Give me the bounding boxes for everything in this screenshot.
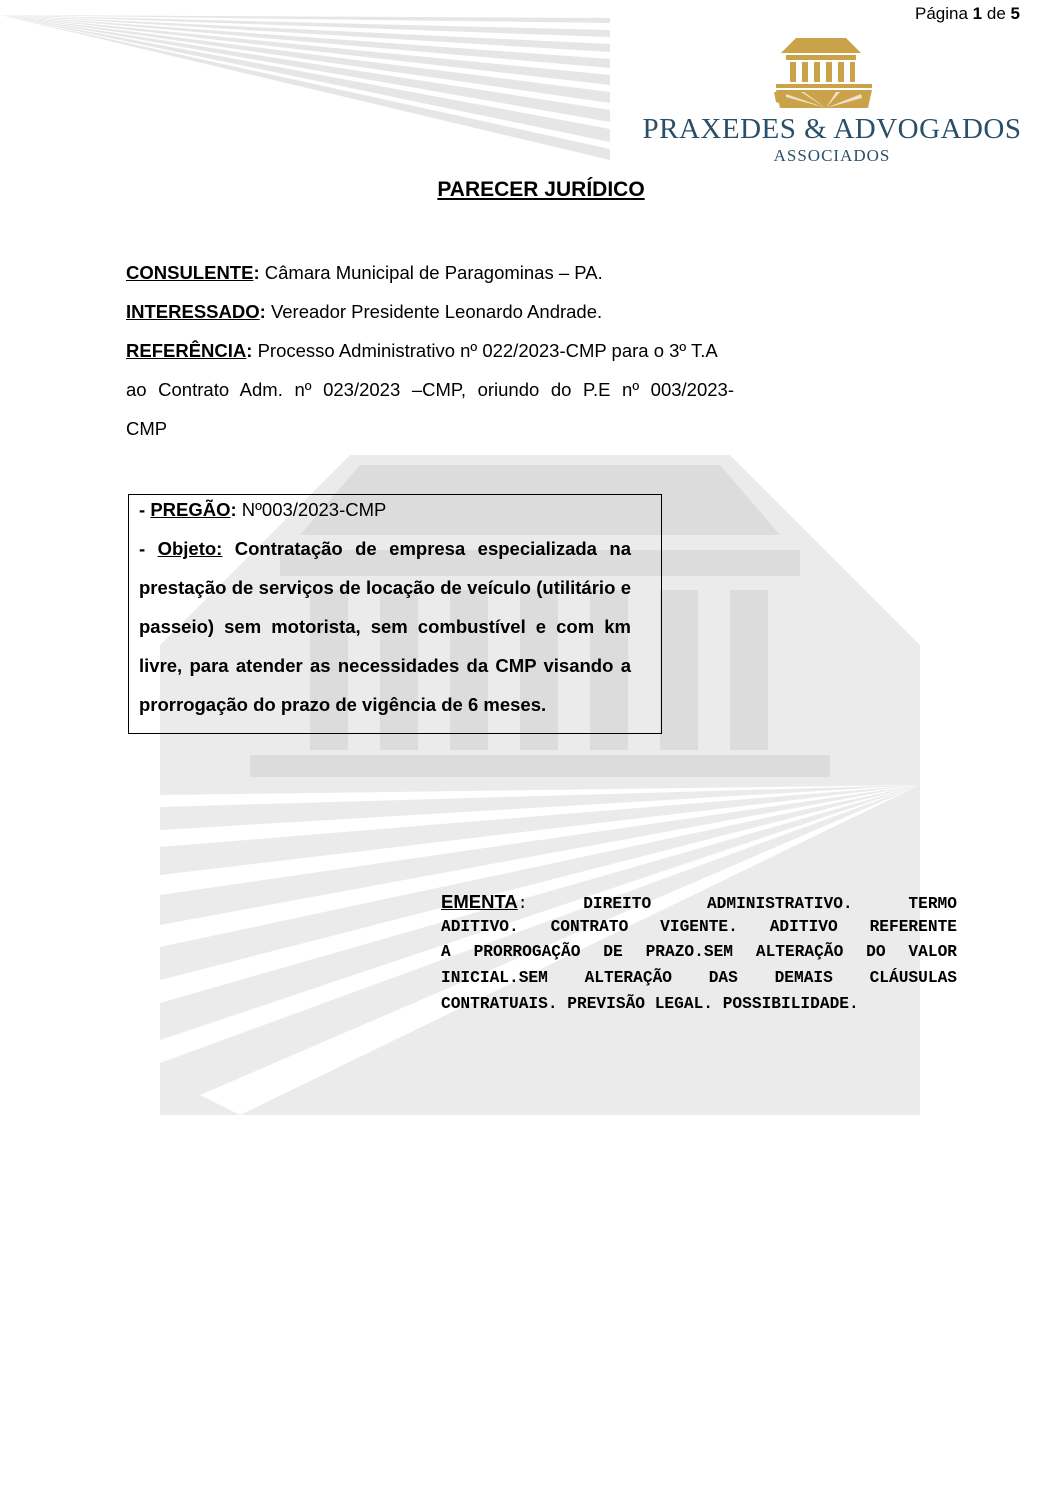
objeto-line-2: prestação de serviços de locação de veículo (utilitário e xyxy=(139,577,631,598)
ementa-label: EMENTA xyxy=(441,891,518,912)
pregao-box xyxy=(128,494,662,734)
objeto-prefix: - xyxy=(139,538,158,559)
consulente-value: Câmara Municipal de Paragominas – PA. xyxy=(259,262,603,283)
interessado-line: INTERESSADO: Vereador Presidente Leonardo Andrade. xyxy=(126,301,603,322)
pregao-line: - PREGÃO: Nº003/2023-CMP xyxy=(139,499,387,520)
referencia-line-3: CMP xyxy=(126,418,168,439)
header-rays-decoration xyxy=(0,0,620,165)
objeto-line-1 xyxy=(139,538,631,560)
logo-subtitle: ASSOCIADOS xyxy=(773,146,891,165)
objeto-line-3: passeio) sem motorista, sem combustível e com km xyxy=(139,616,631,637)
consulente-label: CONSULENTE xyxy=(126,262,254,283)
interessado-label: INTERESSADO xyxy=(126,301,260,322)
pregao-label: PREGÃO xyxy=(150,499,231,520)
referencia-line-2: ao Contrato Adm. nº 023/2023 –CMP, oriundo do P.E nº 003/2023- xyxy=(126,379,734,400)
ementa-line-1: EMENTA: DIREITO ADMINISTRATIVO. TERMO xyxy=(441,891,957,913)
objeto-label: Objeto: xyxy=(157,538,223,559)
referencia-line-1: REFERÊNCIA: Processo Administrativo nº 022/2023-CMP para o 3º T.A xyxy=(126,340,718,361)
page-total: 5 xyxy=(1010,4,1020,23)
consulente-line: CONSULENTE: Câmara Municipal de Paragominas – PA. xyxy=(126,262,603,283)
ementa-line-2: ADITIVO. CONTRATO VIGENTE. ADITIVO REFERENTE xyxy=(441,918,957,936)
page-of: de xyxy=(986,4,1006,23)
pregao-prefix: - xyxy=(139,499,151,520)
ementa-block xyxy=(441,891,957,1021)
page-current: 1 xyxy=(972,4,983,23)
document-title: PARECER JURÍDICO xyxy=(437,178,645,201)
interessado-value: Vereador Presidente Leonardo Andrade. xyxy=(265,301,603,322)
objeto-line-4: livre, para atender as necessidades da CMP visando a xyxy=(139,655,631,676)
ementa-line-3: A PRORROGAÇÃO DE PRAZO.SEM ALTERAÇÃO DO VALOR xyxy=(441,943,957,961)
referencia-value-1: Processo Administrativo nº 022/2023-CMP para o 3º T.A xyxy=(252,340,718,361)
document-meta xyxy=(126,262,734,442)
ementa-line-5: CONTRATUAIS. PREVISÃO LEGAL. POSSIBILIDADE. xyxy=(441,995,859,1013)
logo-name: PRAXEDES & ADVOGADOS xyxy=(642,113,1022,145)
objeto-text-1: Contratação de empresa especializada na xyxy=(222,538,631,559)
objeto-line-5: prorrogação do prazo de vigência de 6 meses. xyxy=(139,694,547,715)
ementa-line-4: INICIAL.SEM ALTERAÇÃO DAS DEMAIS CLÁUSULAS xyxy=(441,969,957,987)
referencia-label: REFERÊNCIA xyxy=(126,340,247,361)
pregao-value: Nº003/2023-CMP xyxy=(236,499,387,520)
page-prefix: Página xyxy=(915,4,968,23)
